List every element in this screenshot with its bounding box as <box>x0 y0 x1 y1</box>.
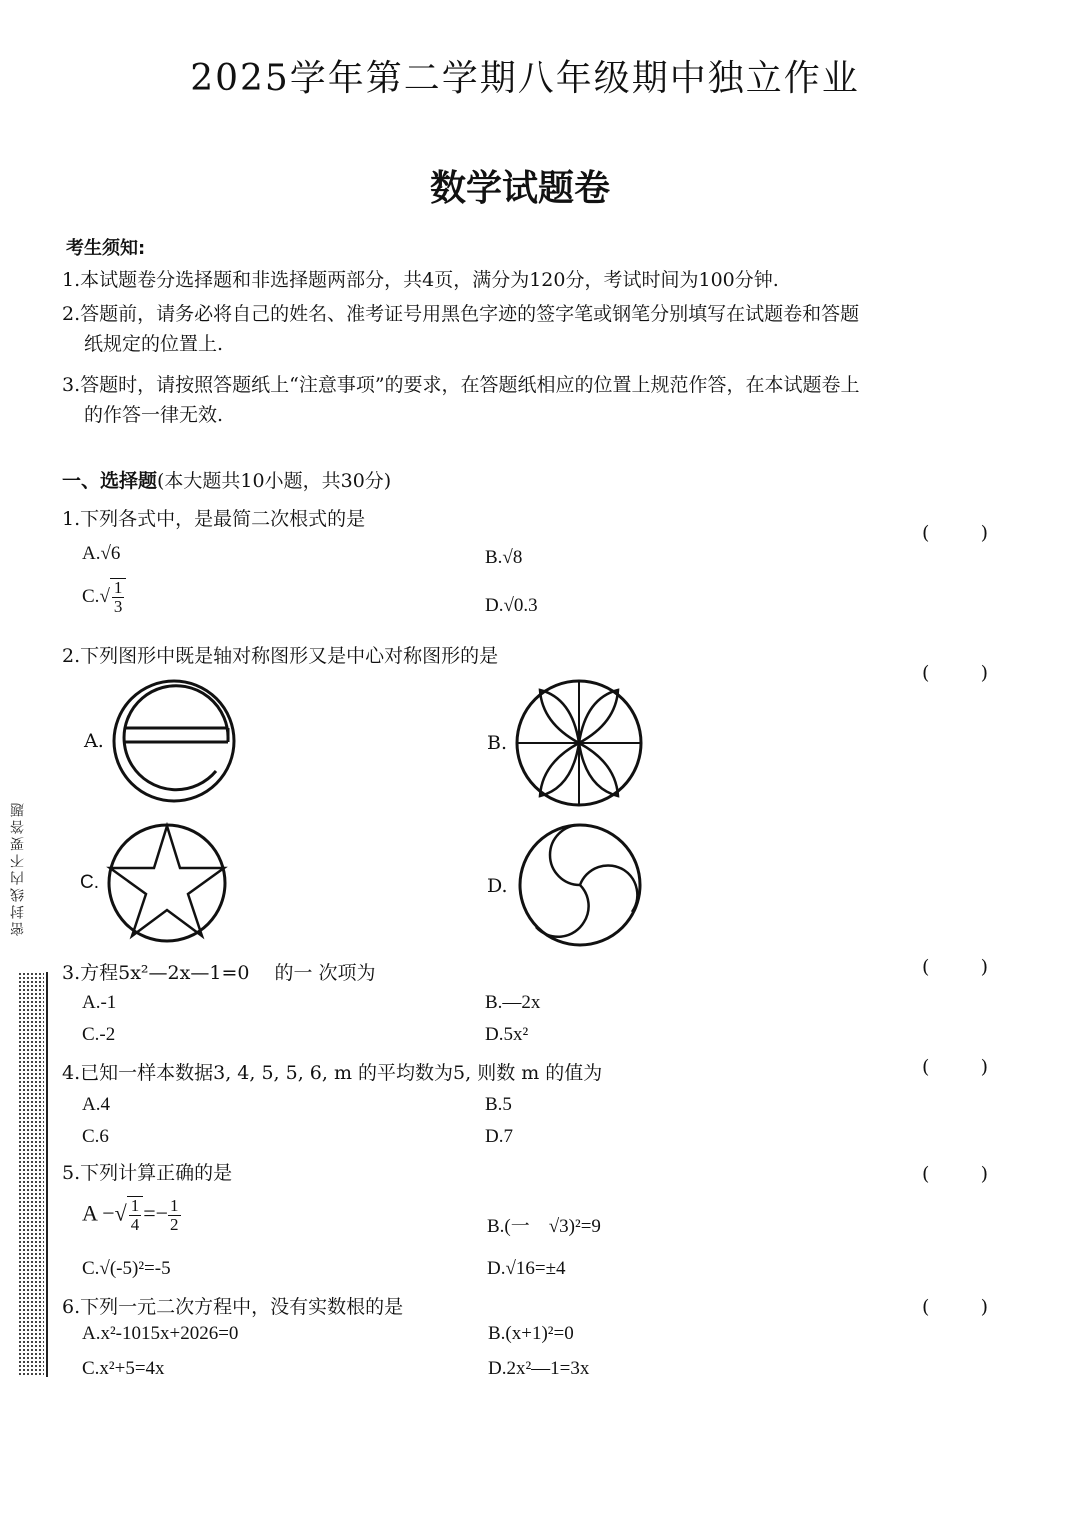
q5-option-c: C.√(-5)²=-5 <box>82 1258 171 1279</box>
q2-figure-c <box>104 822 230 944</box>
exam-subtitle: 数学试题卷 <box>429 168 610 209</box>
notice-item-3: 3.答题时，请按照答题纸上“注意事项”的要求，在答题纸相应的位置上规范作答，在本试题卷上 <box>62 374 860 396</box>
q5-answer-paren <box>922 1163 988 1185</box>
seal-line-dotted-strip <box>18 972 44 1377</box>
q3-answer-paren <box>922 956 988 978</box>
q3-option-c: C.-2 <box>82 1024 116 1045</box>
notice-item-2-cont <box>62 326 1012 362</box>
q1-option-c <box>82 578 126 616</box>
notice-item-3-cont-text: 的作答一律无效. <box>84 404 224 426</box>
q5-option-b: B.(一 √3)²=9 <box>487 1216 601 1237</box>
q6-option-d: D.2x²—1=3x <box>488 1358 590 1379</box>
q1-option-c-prefix: C. <box>82 585 100 607</box>
figure-d-swirl-3 <box>536 885 589 937</box>
q5-option-a-radicand <box>127 1196 144 1234</box>
q5-option-a <box>82 1196 181 1234</box>
fraction-numerator: 1 <box>113 578 123 597</box>
q5-option-a-result-fraction <box>168 1197 181 1234</box>
q2-figure-d <box>514 822 646 948</box>
paren-open: ( <box>922 1163 930 1185</box>
figure-a-inner-arc <box>124 686 228 790</box>
q1-option-b: B.√8 <box>485 547 523 568</box>
q4-option-d: D.7 <box>485 1126 513 1147</box>
q1-option-a: A.√6 <box>82 543 121 564</box>
q1-answer-paren <box>922 522 988 544</box>
fraction-numerator: 1 <box>130 1196 140 1215</box>
q6-stem: 6.下列一元二次方程中，没有实数根的是 <box>62 1296 404 1318</box>
q5-option-d: D.√16=±4 <box>487 1258 566 1279</box>
figure-c-circle <box>109 825 225 941</box>
q3-option-d: D.5x² <box>485 1024 529 1045</box>
fraction-denominator: 2 <box>170 1215 179 1234</box>
notice-item-2: 2.答题前，请务必将自己的姓名、准考证号用黑色字迹的签字笔或钢笔分别填写在试题卷和答题 <box>62 303 860 325</box>
section-title: 一、选择题 <box>62 470 158 492</box>
q2-option-d-label: D. <box>487 875 508 897</box>
q2-option-b-label: B. <box>487 732 508 754</box>
notice-item-2-cont-text: 纸规定的位置上. <box>84 333 224 355</box>
q2-answer-paren <box>922 662 988 684</box>
q2-option-a-label: A. <box>84 730 104 752</box>
seal-line-notice: 密封线内不要答题 <box>10 800 26 936</box>
q3-option-a: A.-1 <box>82 992 117 1013</box>
q1-option-c-radicand <box>110 578 127 616</box>
notice-item-1: 1.本试题卷分选择题和非选择题两部分，共4页，满分为120分，考试时间为100分钟. <box>62 269 779 291</box>
q4-stem: 4.已知一样本数据3, 4, 5, 5, 6, m 的平均数为5, 则数 m 的值为 <box>62 1062 603 1084</box>
q4-answer-paren <box>922 1056 988 1078</box>
q5-option-a-prefix: A <box>82 1200 97 1226</box>
notice-item-3-cont <box>62 397 1012 433</box>
section-desc: (本大题共10小题，共30分) <box>157 470 392 492</box>
paren-open: ( <box>922 1056 930 1078</box>
paren-close: ) <box>980 1056 988 1078</box>
q4-option-b: B.5 <box>485 1094 512 1115</box>
q5-stem: 5.下列计算正确的是 <box>62 1162 233 1184</box>
q2-stem: 2.下列图形中既是轴对称图形又是中心对称图形的是 <box>62 645 499 667</box>
paren-close: ) <box>980 956 988 978</box>
q3-option-b: B.—2x <box>485 992 541 1013</box>
q6-answer-paren <box>922 1296 988 1318</box>
exam-title: 2025学年第二学期八年级期中独立作业 <box>190 58 860 99</box>
paren-close: ) <box>980 522 988 544</box>
paren-open: ( <box>922 1296 930 1318</box>
section-heading <box>62 466 391 493</box>
paren-open: ( <box>922 522 930 544</box>
seal-line-bar <box>46 972 48 1377</box>
sqrt-sign: √ <box>99 585 110 607</box>
figure-d-swirl-1 <box>550 825 580 885</box>
q1-option-d: D.√0.3 <box>485 595 538 616</box>
fraction-denominator: 3 <box>113 597 123 616</box>
q6-option-b: B.(x+1)²=0 <box>488 1323 574 1344</box>
sqrt-sign: √ <box>114 1200 127 1226</box>
notice-heading: 考生须知: <box>66 238 146 259</box>
q1-stem: 1.下列各式中，是最简二次根式的是 <box>62 508 366 530</box>
q6-option-c: C.x²+5=4x <box>82 1358 165 1379</box>
q5-option-a-fraction <box>129 1197 142 1234</box>
fraction-denominator: 4 <box>130 1215 140 1234</box>
paren-open: ( <box>922 662 930 684</box>
q2-figure-b <box>512 678 646 808</box>
q4-option-a: A.4 <box>82 1094 110 1115</box>
paren-close: ) <box>980 662 988 684</box>
q5-option-a-equals: =− <box>143 1200 169 1226</box>
q3-stem: 3.方程5x²—2x—1=0 的一 次项为 <box>62 962 376 984</box>
q2-option-c-label: C. <box>80 872 99 893</box>
q5-option-a-minus: − <box>102 1200 115 1226</box>
paren-close: ) <box>980 1163 988 1185</box>
q1-option-c-fraction <box>112 579 125 616</box>
paren-close: ) <box>980 1296 988 1318</box>
q6-option-a: A.x²-1015x+2026=0 <box>82 1323 239 1344</box>
fraction-numerator: 1 <box>170 1196 179 1215</box>
q2-figure-a <box>108 678 242 804</box>
q4-option-c: C.6 <box>82 1126 109 1147</box>
paren-open: ( <box>922 956 930 978</box>
